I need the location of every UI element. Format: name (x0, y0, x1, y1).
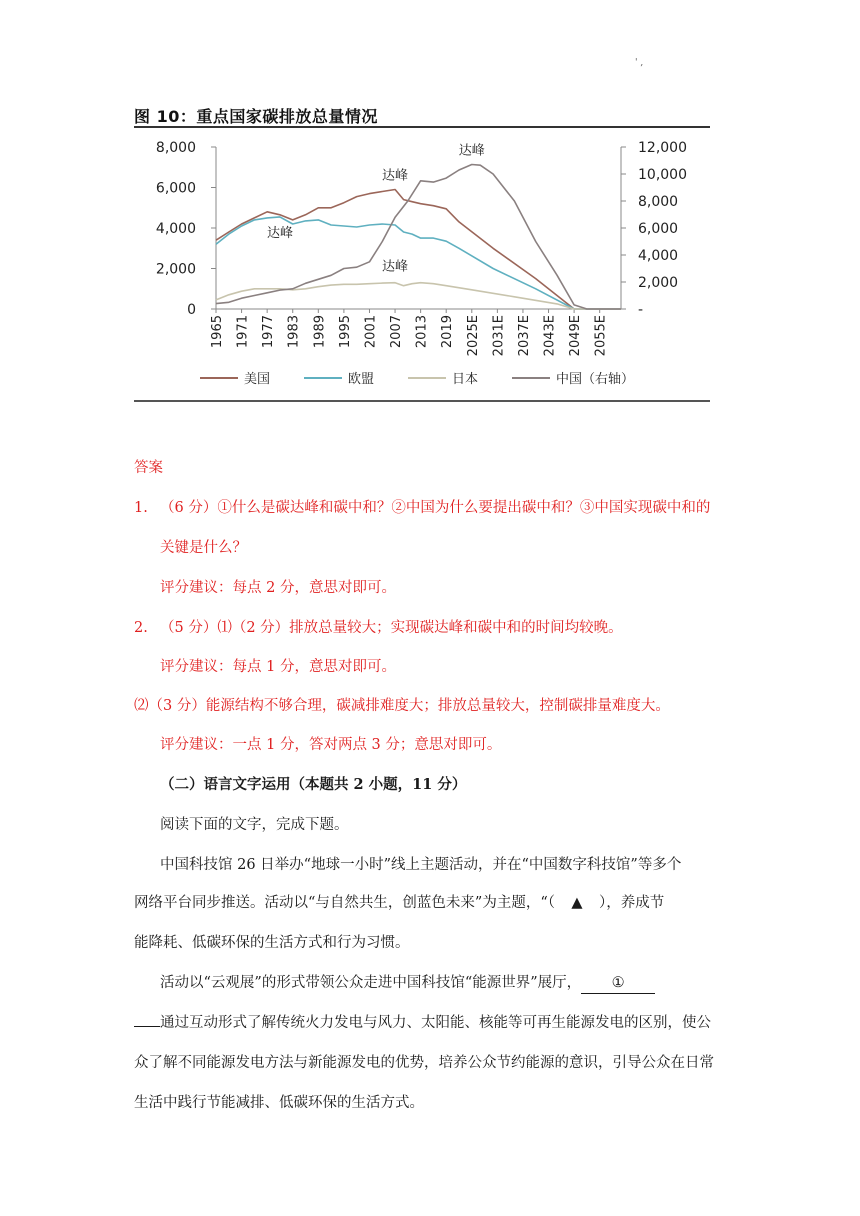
x-tick-label: 2055E (593, 315, 609, 357)
right-tick-label: 4,000 (638, 248, 679, 264)
answer-2-advice-1: 评分建议：每点 1 分，意思对即可。 (160, 659, 396, 675)
paragraph-1-line-2-start: 网络平台同步推送。活动以“与自然共生，创蓝色未来”为主题，“（ (134, 895, 555, 911)
legend-label-china: 中国（右轴） (556, 372, 635, 387)
emissions-line-chart (134, 128, 710, 368)
legend-label-usa: 美国 (244, 372, 271, 387)
answer-heading: 答案 (134, 460, 163, 476)
paragraph-2-line-3: 众了解不同能源发电方法与新能源发电的优势，培养公众节约能源的意识，引导公众在日常 (134, 1055, 714, 1071)
x-tick-label: 2019 (440, 315, 456, 349)
answer-1-number: 1. (134, 500, 148, 516)
paragraph-1-line-2 (134, 893, 664, 913)
section-heading: （二）语言文字运用（本题共 2 小题，11 分） (160, 776, 467, 793)
left-tick-label: 8,000 (155, 140, 196, 156)
x-tick-label: 2025E (465, 315, 481, 357)
x-tick-label: 2037E (516, 315, 532, 357)
figure-bottom-rule (134, 400, 710, 402)
legend-item-usa (200, 368, 270, 387)
left-tick-label: 6,000 (155, 180, 196, 197)
answer-1-advice: 评分建议：每点 2 分，意思对即可。 (160, 580, 396, 596)
left-tick-label: 0 (187, 302, 196, 318)
peak-annotation: 达峰 (266, 225, 293, 241)
x-tick-label: 2049E (568, 315, 584, 357)
answer-2-line-1: （5 分）⑴（2 分）排放总量较大；实现碳达峰和碳中和的时间均较晚。 (160, 620, 623, 636)
legend-item-china (512, 368, 634, 387)
right-tick-label: 2,000 (638, 275, 679, 291)
left-tick-label: 4,000 (155, 221, 196, 237)
x-tick-label: 1971 (235, 315, 251, 349)
x-tick-label: 2031E (491, 315, 507, 357)
legend-item-eu (304, 368, 374, 387)
blank-1-continuation (134, 1026, 160, 1027)
answer-1-line-1: （6 分）①什么是碳达峰和碳中和？②中国为什么要提出碳中和？③中国实现碳中和的 (160, 500, 711, 516)
x-tick-label: 2001 (363, 315, 379, 349)
figure-title: 图 10：重点国家碳排放总量情况 (134, 107, 378, 126)
paragraph-2-line-4: 生活中践行节能减排、低碳环保的生活方式。 (134, 1095, 424, 1111)
x-tick-label: 2043E (542, 315, 558, 357)
right-tick-label: 10,000 (638, 167, 687, 183)
peak-annotation: 达峰 (382, 259, 409, 275)
left-tick-label: 2,000 (155, 261, 196, 278)
page-mark: ' , (635, 58, 644, 68)
section-instruction: 阅读下面的文字，完成下题。 (160, 817, 349, 833)
right-tick-label: - (638, 302, 644, 318)
paragraph-2-line-1-text: 活动以“云观展”的形式带领公众走进中国科技馆“能源世界”展厅， (160, 975, 582, 991)
answer-1-line-2: 关键是什么？ (160, 540, 247, 556)
legend-swatch-usa (200, 377, 238, 379)
right-tick-label: 12,000 (638, 140, 687, 156)
legend-swatch-japan (408, 377, 446, 379)
x-tick-label: 1977 (261, 315, 277, 349)
peak-annotation: 达峰 (458, 143, 485, 159)
x-tick-label: 1989 (312, 315, 328, 349)
x-tick-label: 2007 (389, 315, 405, 349)
x-tick-label: 1965 (210, 315, 225, 349)
legend-label-eu: 欧盟 (348, 372, 375, 387)
paragraph-2-line-2-text: 通过互动形式了解传统火力发电与风力、太阳能、核能等可再生能源发电的区别，使公 (160, 1015, 711, 1031)
x-tick-label: 1995 (337, 315, 353, 349)
x-tick-label: 2013 (414, 315, 430, 349)
right-tick-label: 6,000 (638, 221, 679, 237)
triangle-blank-mark: ▲ (571, 895, 583, 911)
paragraph-1-line-1: 中国科技馆 26 日举办“地球一小时”线上主题活动，并在“中国数字科技馆”等多个 (160, 857, 682, 873)
x-tick-label: 1983 (286, 315, 302, 349)
paragraph-2-line-1 (160, 973, 655, 994)
legend-item-japan (408, 368, 478, 387)
legend-label-japan: 日本 (452, 372, 479, 387)
legend-swatch-china (512, 377, 550, 379)
right-tick-label: 8,000 (638, 194, 679, 210)
legend-swatch-eu (304, 377, 342, 379)
paragraph-1-line-3: 能降耗、低碳环保的生活方式和行为习惯。 (134, 935, 410, 951)
answer-2-sub-2: ⑵（3 分）能源结构不够合理，碳减排难度大；排放总量较大，控制碳排量难度大。 (134, 698, 670, 714)
answer-2-advice-2: 评分建议：一点 1 分，答对两点 3 分；意思对即可。 (160, 737, 502, 753)
peak-annotation: 达峰 (382, 168, 409, 184)
chart-legend (200, 368, 668, 387)
series-line-2 (216, 283, 621, 309)
answer-2-number: 2. (134, 620, 148, 636)
blank-1: ① (581, 973, 655, 994)
paragraph-2-line-2 (134, 1013, 711, 1033)
paragraph-1-line-2-end: ），养成节 (599, 895, 665, 911)
